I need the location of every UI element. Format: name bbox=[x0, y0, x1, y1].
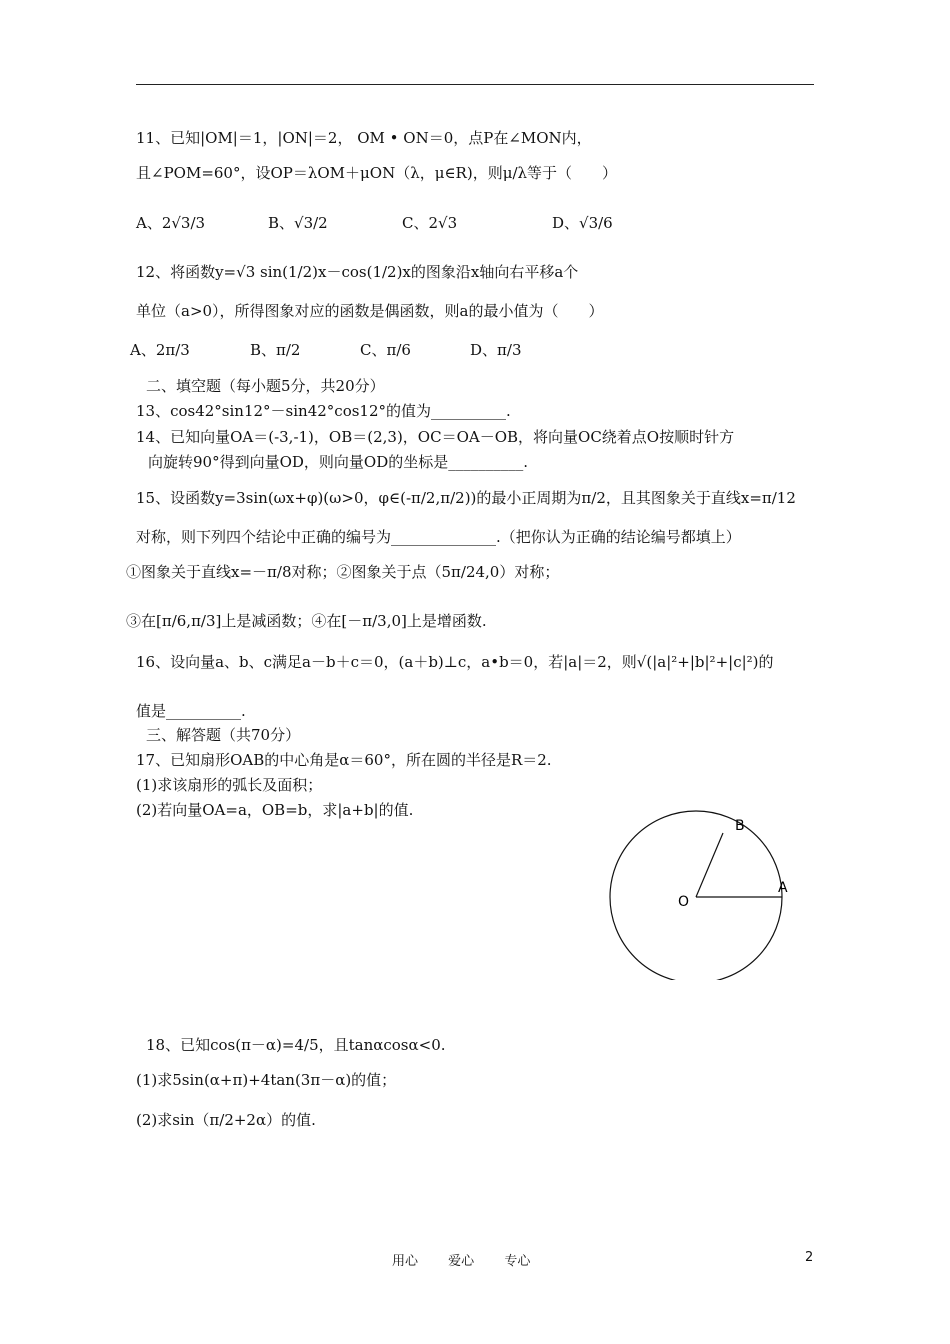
text-line: 11、已知|OM|＝1，|ON|＝2， OM • ON＝0，点P在∠MON内， bbox=[136, 129, 592, 147]
option-item: C、π/6 bbox=[360, 341, 411, 359]
option-item: D、π/3 bbox=[470, 341, 522, 359]
text-line: 13、cos42°sin12°－sin42°cos12°的值为__________. bbox=[136, 402, 511, 420]
text-line: 值是__________. bbox=[136, 702, 246, 720]
option-item: B、π/2 bbox=[250, 341, 301, 359]
header-rule bbox=[136, 84, 814, 85]
text-line: 15、设函数y=3sin(ωx+φ)(ω>0，φ∈(-π/2,π/2))的最小正周期为π/2，且其图象关于直线x=π/12 bbox=[136, 489, 796, 507]
text-line: 17、已知扇形OAB的中心角是α＝60°，所在圆的半径是R＝2. bbox=[136, 751, 552, 769]
text-line: (1)求5sin(α+π)+4tan(3π－α)的值； bbox=[136, 1071, 397, 1089]
text-line: (1)求该扇形的弧长及面积； bbox=[136, 776, 323, 794]
text-line: 且∠POM=60°，设OP＝λOM＋μON（λ，μ∈R)，则μ/λ等于（ ） bbox=[136, 164, 618, 182]
text-line: 14、已知向量OA＝(-3,-1)，OB＝(2,3)，OC＝OA－OB，将向量OC绕着点O按顺时针方 bbox=[136, 428, 735, 446]
text-line: 向旋转90°得到向量OD，则向量OD的坐标是__________. bbox=[148, 453, 529, 471]
sector-figure bbox=[600, 810, 810, 980]
text-line: 二、填空题（每小题5分，共20分） bbox=[146, 377, 385, 395]
text-line: 18、已知cos(π－α)=4/5，且tanαcosα<0. bbox=[146, 1036, 446, 1054]
label-b: B bbox=[735, 818, 745, 834]
option-item: C、2√3 bbox=[402, 214, 458, 232]
footer-item: 专心 bbox=[504, 1254, 531, 1269]
label-o: O bbox=[678, 894, 690, 910]
text-line: 对称，则下列四个结论中正确的编号为______________.（把你认为正确的结论编号都填上） bbox=[136, 528, 741, 546]
footer-item: 爱心 bbox=[448, 1254, 475, 1269]
option-item: B、√3/2 bbox=[268, 214, 328, 232]
option-item: A、2√3/3 bbox=[136, 214, 206, 232]
text-line: 12、将函数y=√3 sin(1/2)x－cos(1/2)x的图象沿x轴向右平移a个 bbox=[136, 263, 579, 281]
footer-item: 用心 bbox=[392, 1254, 419, 1269]
text-line: ③在[π/6,π/3]上是减函数；④在[－π/3,0]上是增函数. bbox=[126, 612, 487, 630]
text-line: (2)若向量OA=a，OB=b，求|a+b|的值. bbox=[136, 801, 414, 819]
option-item: A、2π/3 bbox=[130, 341, 190, 359]
text-line: (2)求sin（π/2+2α）的值. bbox=[136, 1111, 316, 1129]
label-a: A bbox=[778, 880, 788, 896]
text-line: ①图象关于直线x=－π/8对称；②图象关于点（5π/24,0）对称； bbox=[126, 563, 560, 581]
option-item: D、√3/6 bbox=[552, 214, 613, 232]
footer-motto bbox=[392, 1250, 556, 1269]
text-line: 单位（a>0），所得图象对应的函数是偶函数，则a的最小值为（ ） bbox=[136, 302, 604, 320]
radius-ob bbox=[696, 833, 723, 897]
text-line: 16、设向量a、b、c满足a－b＋c＝0，(a＋b)⊥c，a•b＝0，若|a|＝2，则√(|a|²+|b|²+|c|²)的 bbox=[136, 653, 774, 671]
text-line: 三、解答题（共70分） bbox=[146, 726, 301, 744]
page-number: 2 bbox=[805, 1250, 814, 1265]
